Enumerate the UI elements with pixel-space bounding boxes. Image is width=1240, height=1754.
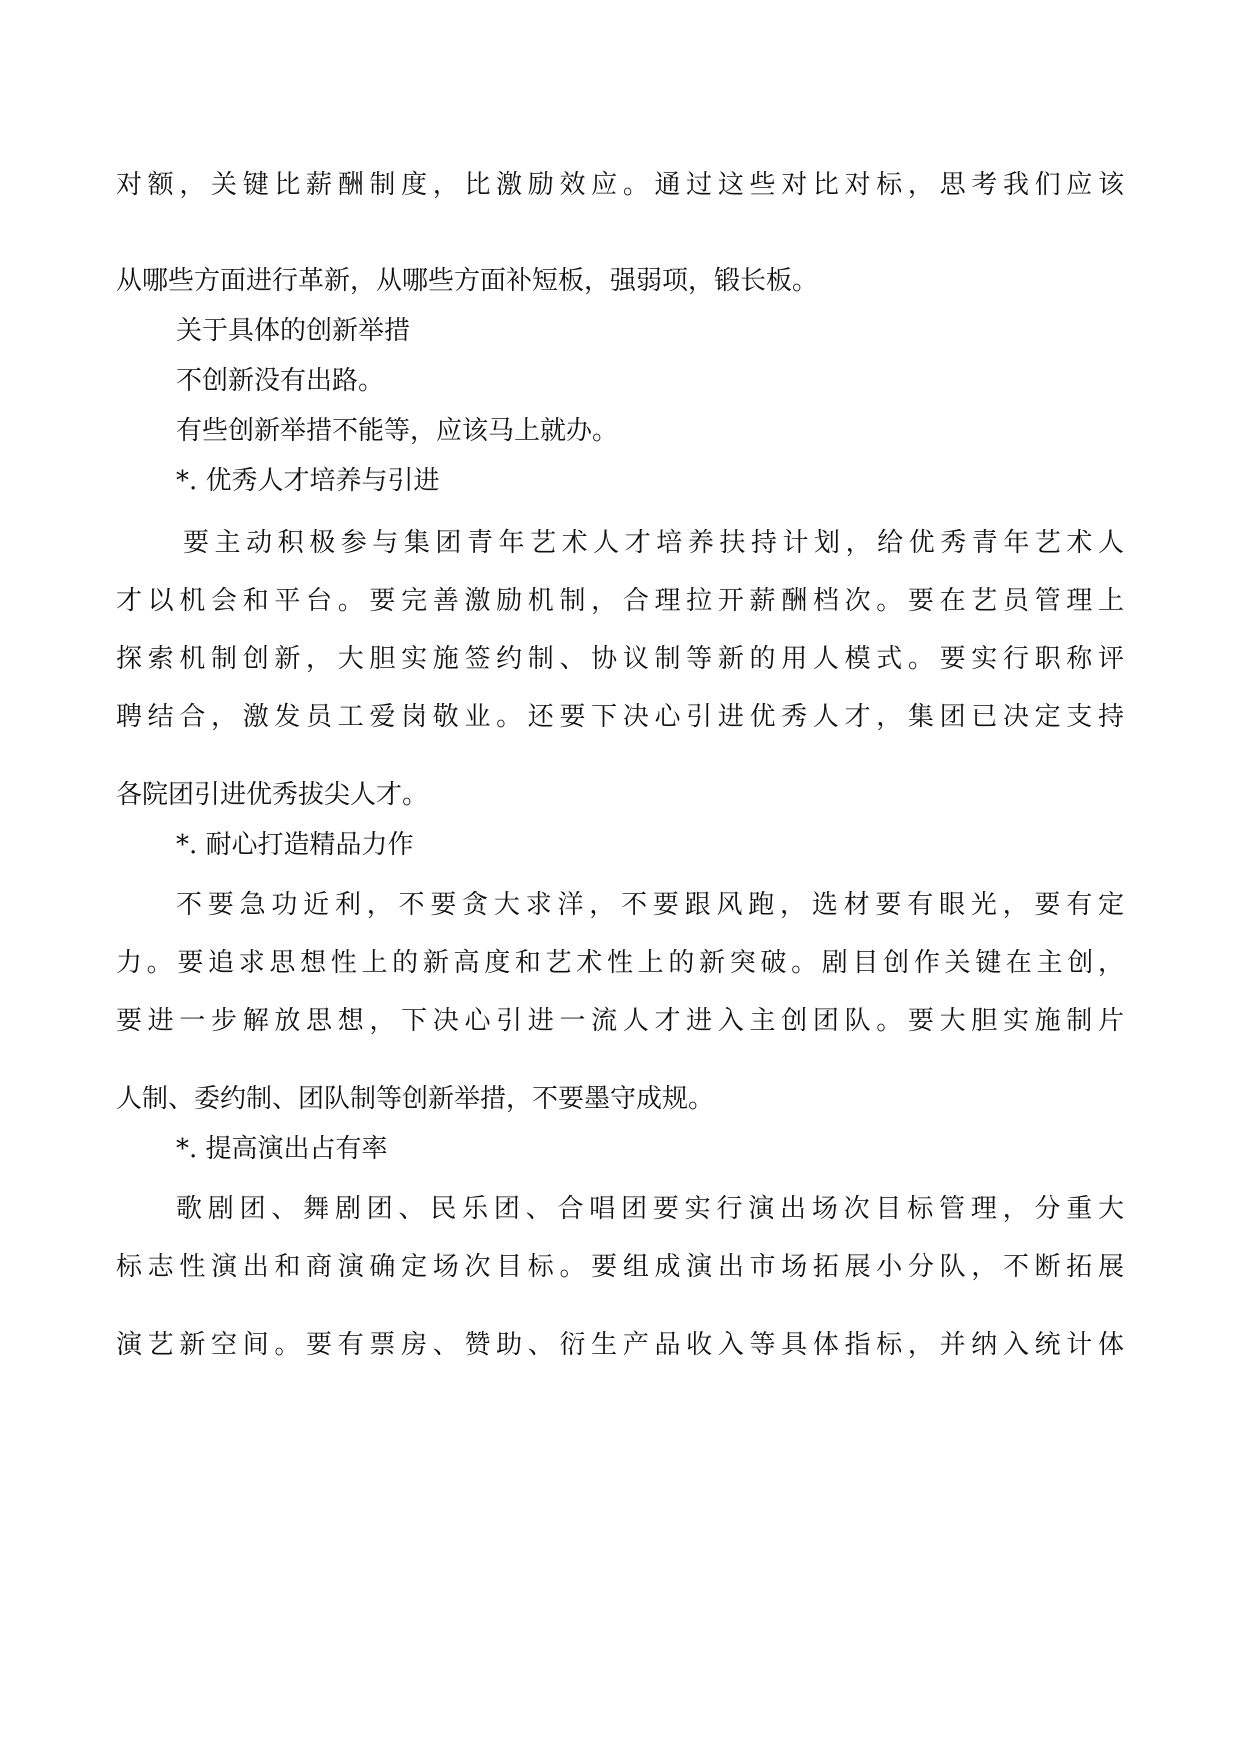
paragraph-line: 关于具体的创新举措 — [176, 316, 411, 346]
paragraph-line: 各院团引进优秀拔尖人才。 — [116, 780, 429, 810]
section-heading: *. 耐心打造精品力作 — [176, 830, 414, 860]
paragraph-line: 人制、委约制、团队制等创新举措，不要墨守成规。 — [116, 1084, 715, 1114]
paragraph-line: 聘结合，激发员工爱岗敬业。还要下决心引进优秀人才，集团已决定支持 — [116, 702, 1124, 732]
paragraph-line: 要进一步解放思想，下决心引进一流人才进入主创团队。要大胆实施制片 — [116, 1006, 1124, 1036]
paragraph-line: 歌剧团、舞剧团、民乐团、合唱团要实行演出场次目标管理，分重大 — [176, 1194, 1124, 1224]
paragraph-line: 才以机会和平台。要完善激励机制，合理拉开薪酬档次。要在艺员管理上 — [116, 586, 1124, 616]
section-heading: *. 提高演出占有率 — [176, 1134, 388, 1164]
paragraph-line: 对额，关键比薪酬制度，比激励效应。通过这些对比对标，思考我们应该 — [116, 170, 1124, 200]
paragraph-line: 要主动积极参与集团青年艺术人才培养扶持计划，给优秀青年艺术人 — [183, 528, 1124, 558]
paragraph-line: 探索机制创新，大胆实施签约制、协议制等新的用人模式。要实行职称评 — [116, 644, 1124, 674]
paragraph-line: 力。要追求思想性上的新高度和艺术性上的新突破。剧目创作关键在主创， — [116, 948, 1124, 978]
section-heading: *. 优秀人才培养与引进 — [176, 466, 440, 496]
paragraph-line: 不创新没有出路。 — [176, 366, 385, 396]
paragraph-line: 从哪些方面进行革新，从哪些方面补短板，强弱项，锻长板。 — [116, 266, 819, 296]
paragraph-line: 演艺新空间。要有票房、赞助、衍生产品收入等具体指标，并纳入统计体 — [116, 1330, 1124, 1360]
paragraph-line: 不要急功近利，不要贪大求洋，不要跟风跑，选材要有眼光，要有定 — [176, 890, 1124, 920]
paragraph-line: 有些创新举措不能等，应该马上就办。 — [176, 416, 619, 446]
paragraph-line: 标志性演出和商演确定场次目标。要组成演出市场拓展小分队，不断拓展 — [116, 1252, 1124, 1282]
